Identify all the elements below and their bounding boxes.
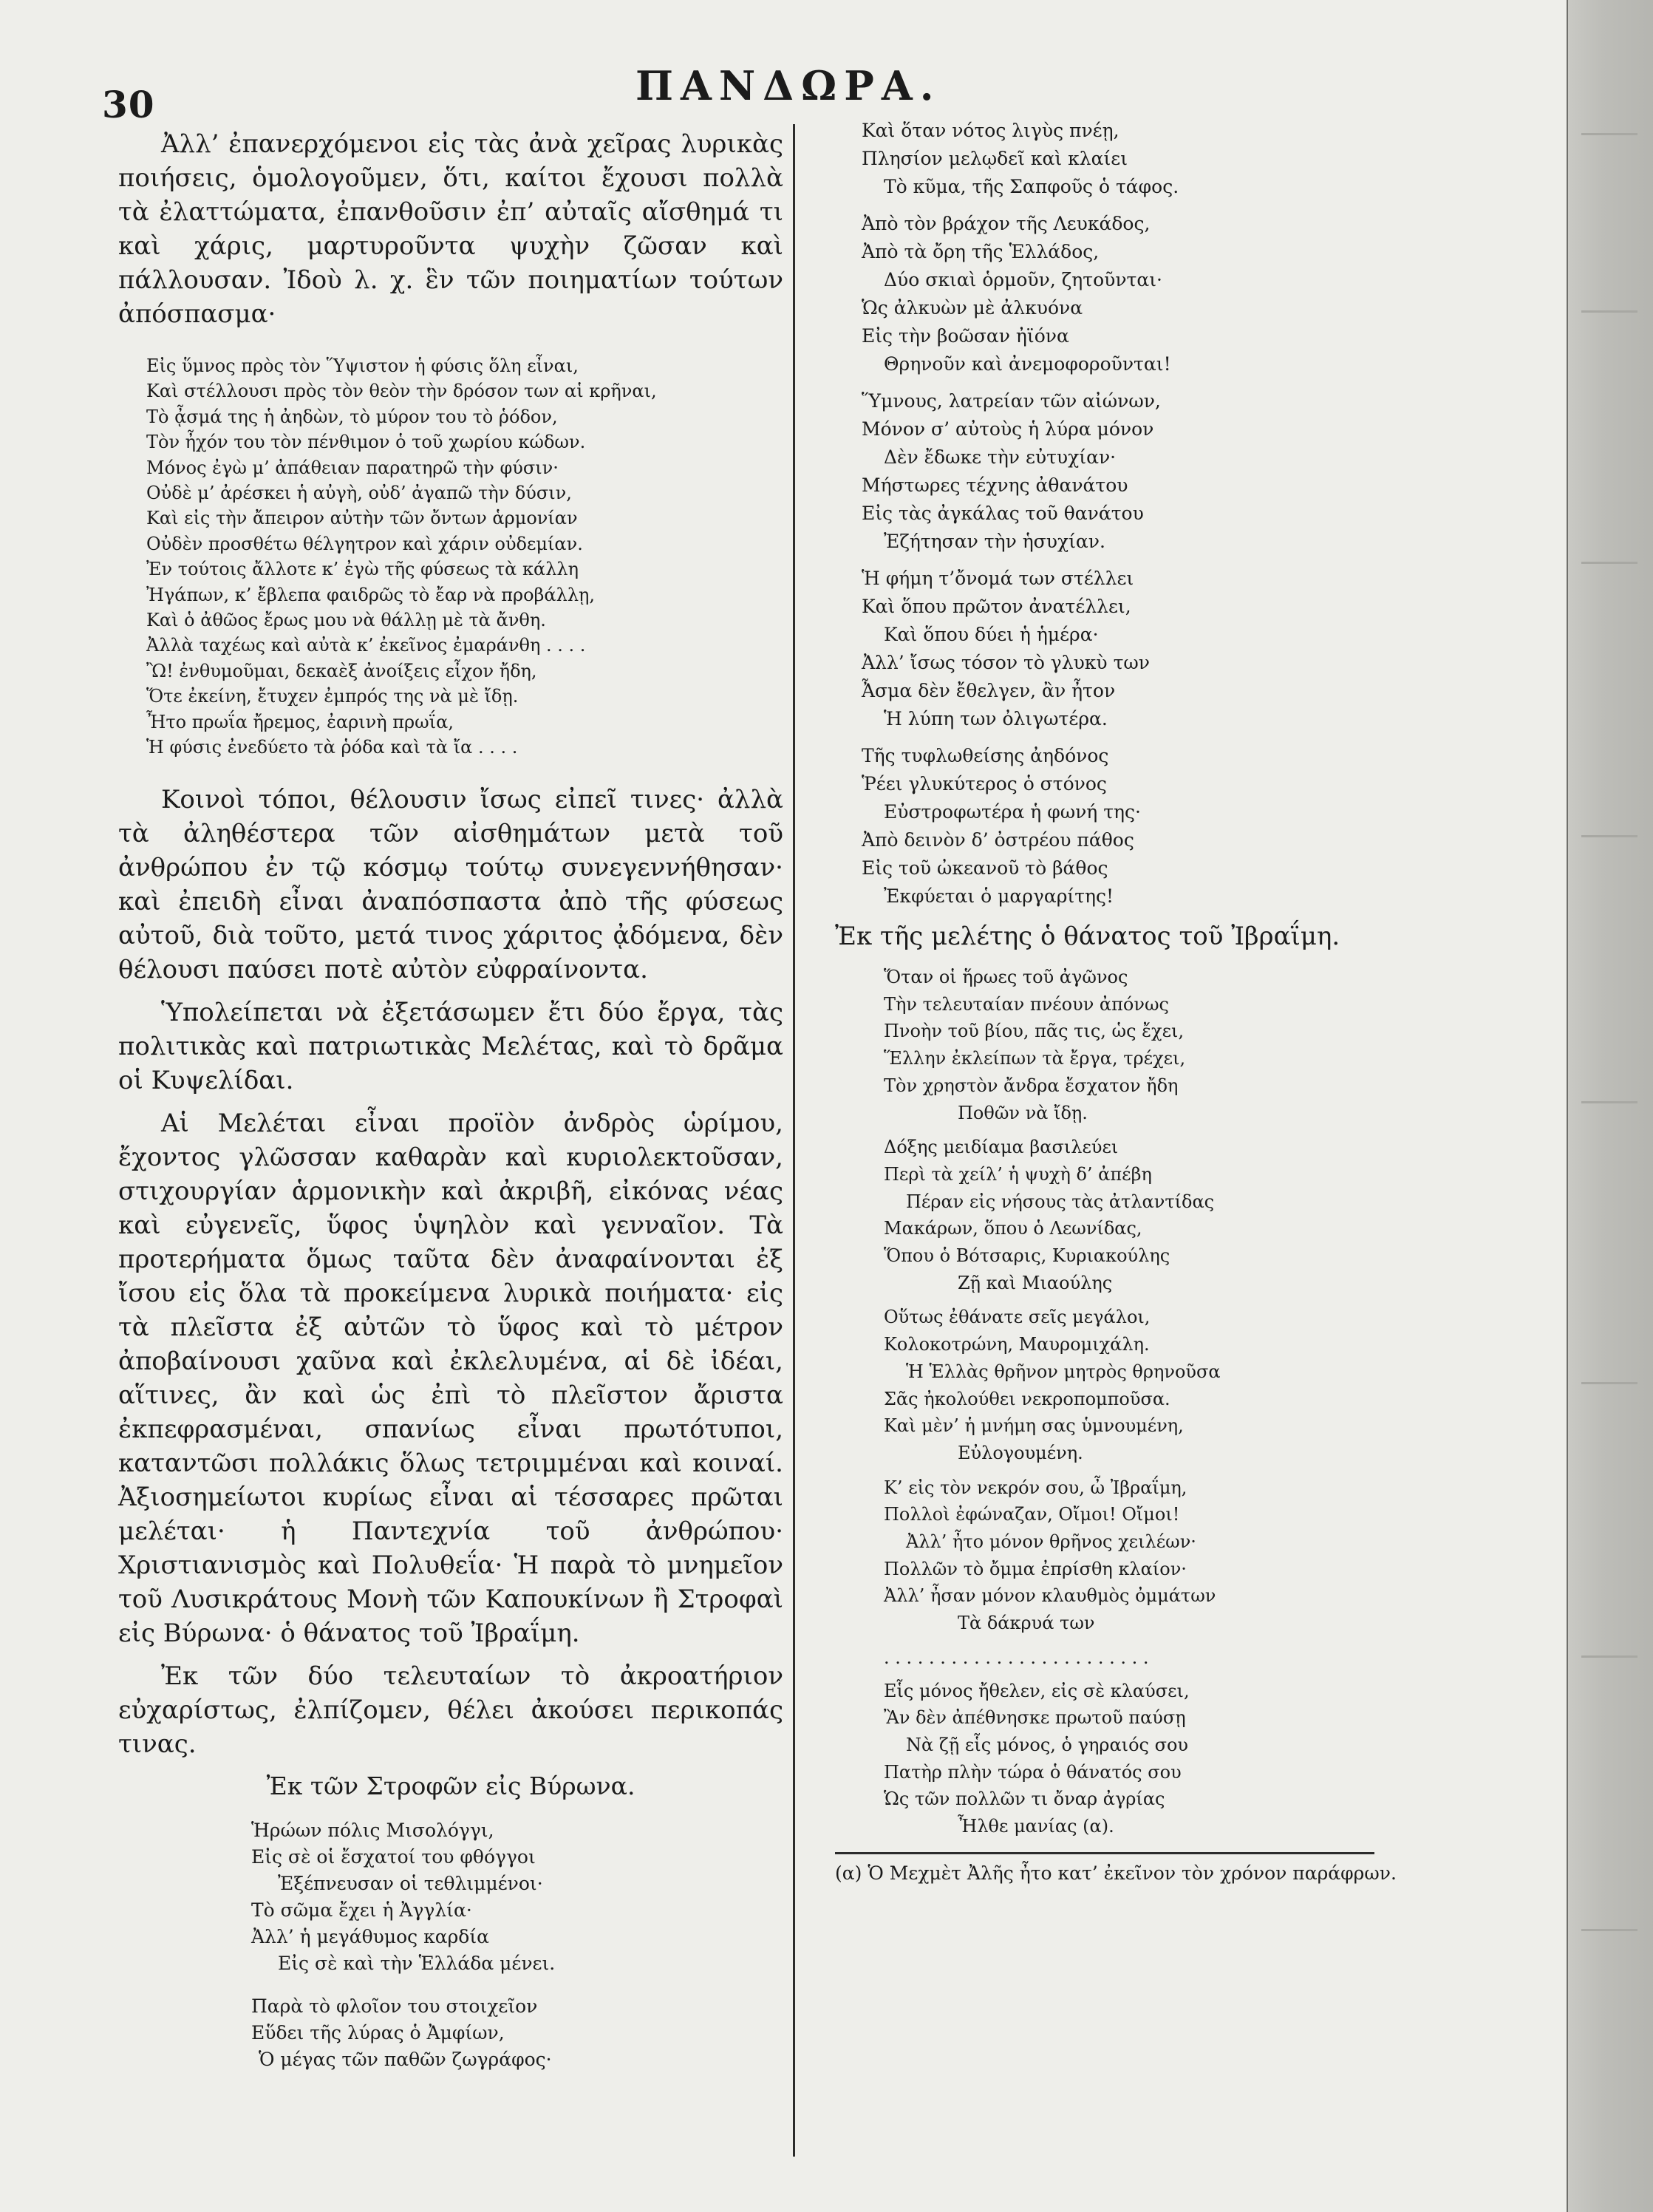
adjacent-page-edge (1567, 0, 1653, 2212)
poem-line: Ὢ! ἐνθυμοῦμαι, δεκαὲξ ἀνοίξεις εἶχον ἤδη, (146, 660, 537, 681)
poem-line: Ζῇ καὶ Μιαούλης (958, 1272, 1113, 1293)
poem-line: Ὅπου ὁ Βότσαρις, Κυριακούλης (884, 1245, 1170, 1267)
poem-line: Τὸν ἦχόν του τὸν πένθιμον ὁ τοῦ χωρίου κώδων. (146, 432, 586, 453)
poem-line: Ἡρώων πόλις Μισολόγγι, (251, 1819, 494, 1841)
poem-line: Καὶ μὲν’ ἡ μνήμη σας ὑμνουμένη, (884, 1415, 1184, 1437)
poem-nature (118, 353, 783, 760)
page-edge-streak (1581, 310, 1637, 313)
poem-line: Θρηνοῦν καὶ ἀνεμοφοροῦνται! (884, 353, 1171, 375)
poem-line: Δύο σκιαὶ ὁρμοῦν, ζητοῦνται· (884, 269, 1162, 290)
page-edge-streak (1581, 1929, 1637, 1931)
poem-line: Οὕτως ἐθάνατε σεῖς μεγάλοι, (884, 1307, 1151, 1328)
poem-line: Ὕμνους, λατρείαν τῶν αἰώνων, (862, 390, 1161, 412)
poem-line: Ὅτε ἐκείνη, ἔτυχεν ἐμπρός της νὰ μὲ ἴδῃ. (146, 686, 519, 707)
poem-line: Ἡ Ἑλλὰς θρῆνον μητρὸς θρηνοῦσα (906, 1361, 1221, 1382)
poem-line: Ὡς τῶν πολλῶν τι ὄναρ ἀγρίας (884, 1789, 1165, 1810)
poem-line: Πέραν εἰς νήσους τὰς ἀτλαντίδας (906, 1191, 1215, 1212)
intro-paragraph: Ἀλλ’ ἐπανερχόμενοι εἰς τὰς ἀνὰ χεῖρας λυρικὰς ποιήσεις, ὁμολογοῦμεν, ὅτι, καίτοι ἔχουσι πολλὰ τὰ ἐλαττώματα, ἐπανθοῦσιν ἐπ’ αὐταῖς αἴσθημά τι καὶ χάρις, μαρτυροῦντα ψυχὴν ζῶσαν καὶ πάλλουσαν. Ἰδοὺ λ. χ. ἓν τῶν ποιηματίων τούτων ἀπόσπασμα· (118, 129, 783, 329)
poem-line: Πλησίον μελῳδεῖ καὶ κλαίει (862, 148, 1128, 169)
poem-line: Εἰς σὲ οἱ ἔσχατοί του φθόγγοι (251, 1845, 536, 1868)
poem-line: Εἰς τὰς ἀγκάλας τοῦ θανάτου (862, 503, 1144, 524)
page-edge-streak (1581, 1382, 1637, 1384)
poem-line: Ἀλλ’ ἦσαν μόνον κλαυθμὸς ὀμμάτων (884, 1585, 1216, 1607)
poem-line: Πολλοὶ ἐφώναζαν, Οἴμοι! Οἴμοι! (884, 1504, 1180, 1525)
poem-line: Ἀπὸ τὰ ὄρη τῆς Ἑλλάδος, (862, 241, 1100, 262)
poem-line: Πατὴρ πλὴν τώρα ὁ θάνατός σου (884, 1761, 1182, 1783)
poem-byron (118, 1817, 783, 2073)
poem-line: Καὶ στέλλουσι πρὸς τὸν θεὸν τὴν δρόσον των αἱ κρῆναι, (146, 381, 657, 402)
page-edge-streak (1581, 1101, 1637, 1103)
poem-line: Καὶ ὅπου πρῶτον ἀνατέλλει, (862, 596, 1131, 617)
poem-line: Εὐλογουμένη. (958, 1442, 1083, 1463)
poem-line: Ἐξέπνευσαν οἱ τεθλιμμένοι· (278, 1872, 543, 1894)
poem-line: Μακάρων, ὅπου ὁ Λεωνίδας, (884, 1218, 1142, 1239)
footnote: (α) Ὁ Μεχμὲτ Ἀλῆς ἦτο κατ’ ἐκεῖνον τὸν χρόνον παράφρων. (835, 1862, 1397, 1884)
poem-line: Κολοκοτρώνη, Μαυρομιχάλη. (884, 1334, 1150, 1355)
poem-line: Νὰ ζῇ εἷς μόνος, ὁ γηραιός σου (906, 1734, 1189, 1755)
poem-line: Εὐστροφωτέρα ἡ φωνή της· (884, 801, 1141, 823)
poem-line: Ἀπὸ δεινὸν δ’ ὀστρέου πάθος (862, 829, 1134, 851)
poem-line: Ὡς ἀλκυὼν μὲ ἀλκυόνα (862, 297, 1083, 319)
poem-byron-continued (835, 117, 1470, 911)
column-divider (793, 124, 795, 2157)
poem-line: Ἐζήτησαν τὴν ἡσυχίαν. (884, 531, 1105, 552)
intro-prose (118, 127, 783, 331)
poem-line: Τὸ ᾆσμά της ἡ ἀηδὼν, τὸ μύρον του τὸ ῥόδον, (146, 406, 558, 427)
poem-line: Περὶ τὰ χείλ’ ἡ ψυχὴ δ’ ἀπέβη (884, 1163, 1152, 1185)
poem-line: Τὸ κῦμα, τῆς Σαπφοῦς ὁ τάφος. (884, 176, 1179, 197)
poem-line: Καὶ ὅταν νότος λιγὺς πνέῃ, (862, 120, 1119, 141)
poem-line: Εἷς μόνος ἤθελεν, εἰς σὲ κλαύσει, (884, 1680, 1190, 1701)
page-number: 30 (102, 83, 155, 126)
poem-line: Οὐδὲ μ’ ἀρέσκει ἡ αὐγὴ, οὐδ’ ἀγαπῶ τὴν δύσιν, (146, 483, 572, 504)
poem-line: Ποθῶν νὰ ἴδῃ. (958, 1102, 1088, 1123)
poem-ibrahim (835, 964, 1470, 1840)
poem-line: Ὅταν οἱ ἥρωες τοῦ ἀγῶνος (884, 967, 1128, 987)
poem-line: Εἰς τοῦ ὠκεανοῦ τὸ βάθος (862, 857, 1108, 879)
poem-line: Ἂν δὲν ἀπέθνησκε πρωτοῦ παύσῃ (884, 1707, 1186, 1729)
paragraph: Ὑπολείπεται νὰ ἐξετάσωμεν ἔτι δύο ἔργα, τὰς πολιτικὰς καὶ πατριωτικὰς Μελέτας, καὶ τὸ δρᾶμα οἱ Κυψελίδαι. (118, 997, 783, 1095)
poem-line: Ἀπὸ τὸν βράχον τῆς Λευκάδος, (862, 213, 1151, 234)
page-edge-streak (1581, 133, 1637, 135)
poem-line: Μόνον σ’ αὐτοὺς ἡ λύρα μόνον (862, 418, 1154, 440)
poem-line: Οὐδὲν προσθέτω θέλγητρον καὶ χάριν οὐδεμίαν. (146, 533, 583, 554)
poem-line: Ἀλλ’ ἴσως τόσον τὸ γλυκὺ των (862, 652, 1150, 673)
poem-line: Ἦλθε μανίας (α). (958, 1816, 1114, 1837)
poem-line: Πνοὴν τοῦ βίου, πᾶς τις, ὡς ἔχει, (884, 1021, 1185, 1042)
ibrahim-section-heading: Ἐκ τῆς μελέτης ὁ θάνατος τοῦ Ἰβραΐμη. (835, 922, 1340, 951)
right-column (835, 117, 1470, 1887)
poem-line: Κ’ εἰς τὸν νεκρόν σου, ὦ Ἰβραΐμη, (884, 1477, 1187, 1498)
journal-title: ΠΑΝΔΩΡΑ. (635, 62, 941, 109)
poem-line: Παρὰ τὸ φλοῖον του στοιχεῖον (251, 1995, 538, 2017)
poem-line: Ἀλλὰ ταχέως καὶ αὐτὰ κ’ ἐκεῖνος ἐμαράνθη . . . . (146, 635, 586, 656)
poem-line: Τὴν τελευταίαν πνέουν ἀπόνως (884, 993, 1169, 1015)
footnote-rule (835, 1852, 1374, 1854)
body-prose (118, 783, 783, 1761)
byron-section-heading: Ἐκ τῶν Στροφῶν εἰς Βύρωνα. (266, 1771, 635, 1800)
poem-line: Ἐν τούτοις ἄλλοτε κ’ ἐγὼ τῆς φύσεως τὰ κάλλη (146, 559, 579, 580)
paragraph: Ἐκ τῶν δύο τελευταίων τὸ ἀκροατήριον εὐχαρίστως, ἐλπίζομεν, θέλει ἀκούσει περικοπάς τινας. (118, 1661, 783, 1759)
poem-line: Ἡ φύσις ἐνεδύετο τὰ ῥόδα καὶ τὰ ἴα . . . . (146, 737, 518, 758)
poem-line: Εἰς ὕμνος πρὸς τὸν Ὕψιστον ἡ φύσις ὅλη εἶναι, (146, 355, 579, 376)
page-edge-streak (1581, 835, 1637, 837)
poem-line: Σᾶς ἠκολούθει νεκροπομποῦσα. (884, 1388, 1170, 1409)
poem-line: Μόνος ἐγὼ μ’ ἀπάθειαν παρατηρῶ τὴν φύσιν· (146, 457, 559, 478)
poem-line: Εὕδει τῆς λύρας ὁ Ἀμφίων, (251, 2021, 505, 2043)
poem-line: Δόξης μειδίαμα βασιλεύει (884, 1137, 1119, 1158)
poem-line: Δὲν ἔδωκε τὴν εὐτυχίαν· (884, 446, 1117, 468)
poem-line: Ἐκφύεται ὁ μαργαρίτης! (884, 885, 1114, 907)
poem-line: Τὸν χρηστὸν ἄνδρα ἔσχατον ἤδη (884, 1075, 1179, 1096)
poem-line: Ἦτο πρωΐα ἤρεμος, ἐαρινὴ πρωΐα, (146, 711, 454, 732)
poem-line: Καὶ ὁ ἀθῶος ἔρως μου νὰ θάλλῃ μὲ τὰ ἄνθη. (146, 610, 546, 631)
poem-line: Ἠγάπων, κ’ ἔβλεπα φαιδρῶς τὸ ἔαρ νὰ προβάλλῃ, (146, 584, 596, 605)
poem-line: . . . . . . . . . . . . . . . . . . . . . . . . (884, 1647, 1149, 1668)
page-edge-streak (1581, 562, 1637, 564)
paragraph: Κοινοὶ τόποι, θέλουσιν ἴσως εἰπεῖ τινες· ἀλλὰ τὰ ἀληθέστερα τῶν αἰσθημάτων μετὰ τοῦ ἀνθρώπου ἐν τῷ κόσμῳ τούτῳ συνεγεννήθησαν· καὶ ἐπειδὴ εἶναι ἀναπόσπαστα ἀπὸ τῆς φύσεως αὐτοῦ, διὰ τοῦτο, μετά τινος χάριτος ᾀδόμενα, δὲν θέλουσι παύσει ποτὲ αὐτὸν εὐφραίνοντα. (118, 784, 783, 984)
poem-line: Εἰς τὴν βοῶσαν ἠϊόνα (862, 325, 1069, 347)
poem-line: Καὶ εἰς τὴν ἄπειρον αὐτὴν τῶν ὄντων ἁρμονίαν (146, 508, 578, 529)
left-column (118, 127, 783, 2073)
paragraph: Αἱ Μελέται εἶναι προϊὸν ἀνδρὸς ὡρίμου, ἔχοντος γλῶσσαν καθαρὰν καὶ κυριολεκτοῦσαν, στιχουργίαν ἁρμονικὴν καὶ ἀκριβῆ, εἰκόνας νέας καὶ εὐγενεῖς, ὕφος ὑψηλὸν καὶ γενναῖον. Τὰ προτερήματα ὅμως ταῦτα δὲν ἀναφαίνονται ἐξ ἴσου εἰς ὅλα τὰ προκείμενα λυρικὰ ποιήματα· εἰς τὰ πλεῖστα ἐξ αὐτῶν τὸ ὕφος καὶ τὸ μέτρον ἀποβαίνουσι χαῦνα καὶ ἐκλελυμένα, αἱ δὲ ἰδέαι, αἵτινες, ἂν καὶ ὡς ἐπὶ τὸ πλεῖστον ἄριστα ἐκπεφρασμέναι, σπανίως εἶναι πρωτότυποι, καταντῶσι πολλάκις ὅλως τετριμμέναι καὶ κοιναί. Ἀξιοσημείωτοι κυρίως εἶναι αἱ τέσσαρες πρῶται μελέται· ἡ Παντεχνία τοῦ ἀνθρώπου· Χριστιανισμὸς καὶ Πολυθεΐα· Ἡ παρὰ τὸ μνημεῖον τοῦ Λυσικράτους Μονὴ τῶν Καπουκίνων ἢ Στροφαὶ εἰς Βύρωνα· ὁ θάνατος τοῦ Ἰβραΐμη. (118, 1108, 783, 1648)
poem-line: Ἕλλην ἐκλείπων τὰ ἔργα, τρέχει, (884, 1048, 1186, 1069)
poem-line: Τὰ δάκρυά των (958, 1613, 1095, 1634)
poem-line: Ῥέει γλυκύτερος ὁ στόνος (862, 773, 1107, 794)
page-edge-streak (1581, 1655, 1637, 1658)
poem-line: Ὁ μέγας τῶν παθῶν ζωγράφος· (259, 2048, 552, 2070)
poem-line: Ἀλλ’ ἦτο μόνον θρῆνος χειλέων· (906, 1531, 1196, 1553)
poem-line: Εἰς σὲ καὶ τὴν Ἑλλάδα μένει. (278, 1952, 556, 1974)
poem-line: Ἀλλ’ ἡ μεγάθυμος καρδία (251, 1925, 490, 1947)
poem-line: Ἆσμα δὲν ἔθελγεν, ἂν ἦτον (862, 680, 1116, 701)
poem-line: Καὶ ὅπου δύει ἡ ἡμέρα· (884, 624, 1099, 645)
poem-line: Πολλῶν τὸ ὄμμα ἐπρίσθη κλαίον· (884, 1558, 1187, 1579)
poem-line: Ἡ φήμη τ’ὄνομά των στέλλει (862, 568, 1134, 589)
poem-line: Τῆς τυφλωθείσης ἀηδόνος (862, 745, 1109, 766)
poem-line: Ἡ λύπη των ὀλιγωτέρα. (884, 708, 1108, 729)
poem-line: Τὸ σῶμα ἔχει ἡ Ἀγγλία· (251, 1899, 472, 1921)
poem-line: Μήστωρες τέχνης ἀθανάτου (862, 474, 1128, 496)
